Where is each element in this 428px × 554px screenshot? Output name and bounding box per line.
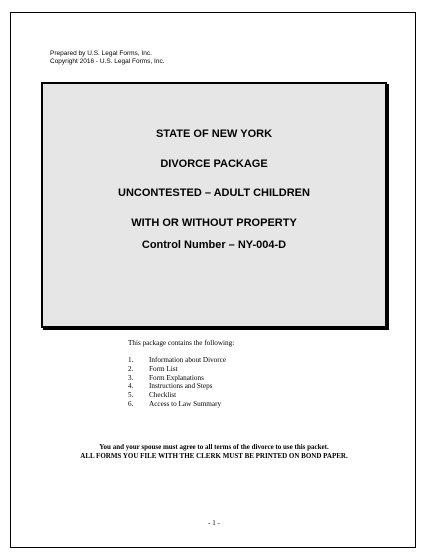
- list-item: [128, 356, 226, 365]
- control-number: Control Number – NY-004-D: [141, 239, 287, 251]
- item-label: Information about Divorce: [149, 356, 227, 364]
- package-title: DIVORCE PACKAGE: [160, 158, 268, 170]
- item-number: 6.: [128, 399, 134, 408]
- item-label: Form List: [149, 364, 178, 373]
- agreement-notice: You and your spouse must agree to all terms of the divorce to use this packet.: [99, 443, 329, 451]
- item-number: 5.: [128, 391, 134, 400]
- title-box: [41, 82, 387, 328]
- state-title: STATE OF NEW YORK: [155, 128, 273, 140]
- item-number: 4.: [128, 382, 134, 391]
- page-number: - 1 -: [208, 519, 220, 527]
- list-item: [128, 382, 226, 391]
- item-label: Form Explanations: [149, 373, 204, 382]
- item-label: Checklist: [149, 391, 177, 400]
- list-item: [128, 374, 226, 383]
- item-label: Instructions and Steps: [149, 382, 213, 391]
- item-number: 2.: [128, 364, 134, 373]
- item-number: 3.: [128, 373, 134, 382]
- preparer-line: Prepared by U.S. Legal Forms, Inc.: [50, 50, 152, 57]
- preparer-credit: [50, 50, 165, 66]
- package-type: UNCONTESTED – ADULT CHILDREN: [118, 187, 310, 199]
- property-line: WITH OR WITHOUT PROPERTY: [131, 217, 297, 229]
- list-item: [128, 400, 226, 409]
- list-item: [128, 365, 226, 374]
- copyright-line: Copyright 2016 - U.S. Legal Forms, Inc.: [50, 58, 165, 65]
- list-item: [128, 391, 226, 400]
- contents-list: [128, 356, 226, 409]
- item-label: Access to Law Summary: [149, 399, 222, 408]
- bond-paper-notice: ALL FORMS YOU FILE WITH THE CLERK MUST BE PRINTED ON BOND PAPER.: [80, 452, 348, 460]
- contents-intro: This package contains the following:: [128, 339, 235, 347]
- item-number: 1.: [128, 356, 134, 364]
